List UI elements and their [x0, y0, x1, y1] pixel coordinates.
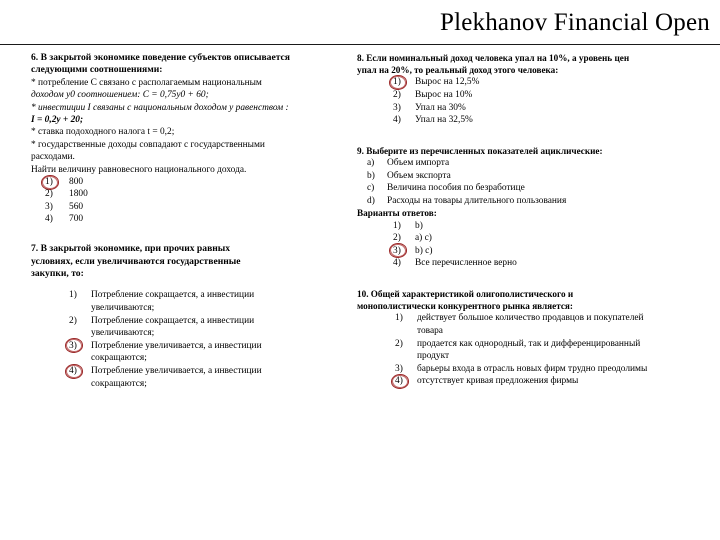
- option-text: отсутствует кривая предложения фирмы: [417, 376, 579, 387]
- condition-line: * ставка подоходного налога t = 0,2;: [31, 127, 175, 138]
- option-text: действует большое количество продавцов и покупателей: [417, 313, 644, 324]
- variants-label: Варианты ответов:: [357, 208, 437, 219]
- option-marker-circled: 1): [45, 176, 65, 188]
- list-item[interactable]: [357, 157, 702, 170]
- option-marker: 1): [393, 220, 401, 231]
- option-text-continued: товара: [417, 325, 443, 336]
- option-text: Все перечисленное верно: [415, 258, 517, 269]
- question-stem: [31, 52, 351, 77]
- option-marker-circled: 4): [395, 375, 415, 387]
- answer-option[interactable]: [357, 312, 702, 337]
- answer-options-q7: [31, 289, 351, 390]
- stem-line: следующими соотношениями:: [31, 64, 163, 76]
- option-marker: c): [367, 183, 375, 194]
- option-text: Потребление сокращается, а инвестиции: [91, 315, 255, 326]
- option-marker: 2): [393, 233, 401, 244]
- answer-option[interactable]: [31, 201, 351, 213]
- option-text: 800: [69, 177, 84, 188]
- answer-option[interactable]: [357, 245, 702, 258]
- answer-options-q10: [357, 312, 702, 388]
- option-text: Вырос на 10%: [415, 90, 473, 100]
- option-marker-circled: 4): [69, 365, 89, 377]
- option-marker: 4): [393, 115, 401, 126]
- stem-line: 9. Выберите из перечисленных показателей ациклические:: [357, 145, 603, 156]
- list-item[interactable]: [357, 182, 702, 195]
- question-q6: [31, 52, 351, 225]
- option-marker: 2): [395, 338, 403, 349]
- option-text: a) c): [415, 233, 432, 244]
- condition-line: [31, 114, 351, 126]
- answer-option[interactable]: [357, 232, 702, 245]
- condition-line: * потребление C связано с располагаемым национальным: [31, 77, 262, 88]
- option-text: 700: [69, 213, 84, 224]
- condition-text: * инвестиции I связаны с национальным доходом у равенством :: [31, 102, 289, 113]
- answer-option[interactable]: [357, 375, 702, 388]
- question-gap: [357, 274, 702, 288]
- option-marker: 4): [45, 213, 53, 224]
- answer-option[interactable]: [31, 340, 351, 365]
- header-divider: [0, 44, 720, 45]
- option-text: продается как однородный, так и дифференцированный: [417, 338, 641, 349]
- question-gap: [31, 229, 351, 243]
- right-column: [357, 52, 702, 392]
- option-text: Упал на 32,5%: [415, 115, 473, 126]
- condition-line: * государственные доходы совпадают с государственными: [31, 139, 265, 150]
- option-text-continued: сокращаются;: [91, 353, 147, 364]
- option-text-continued: продукт: [417, 351, 450, 362]
- option-text: b) c): [415, 245, 433, 256]
- answer-option[interactable]: [31, 176, 351, 188]
- option-text: 1800: [69, 189, 88, 200]
- stem-line: 6. В закрытой экономике поведение субъектов описывается: [31, 52, 290, 63]
- question-q7: [31, 243, 351, 390]
- option-text: b): [415, 220, 423, 231]
- option-text-continued: сокращаются;: [91, 378, 147, 389]
- option-marker-circled: 3): [69, 340, 89, 352]
- answer-option[interactable]: [31, 289, 351, 314]
- option-marker: 3): [45, 201, 53, 212]
- question-stem: [31, 243, 351, 280]
- slide-header: [0, 0, 720, 46]
- stem-line: монополистически конкурентного рынка является:: [357, 301, 573, 312]
- page-title: Plekhanov Financial Open: [439, 9, 710, 36]
- answer-option[interactable]: [357, 76, 702, 89]
- option-text: Потребление увеличивается, а инвестиции: [91, 340, 262, 351]
- question-q9: [357, 145, 702, 270]
- list-item[interactable]: [357, 195, 702, 208]
- option-text: 560: [69, 201, 84, 212]
- condition-line: [31, 89, 351, 101]
- option-text: Упал на 30%: [415, 102, 466, 113]
- answer-option[interactable]: [31, 365, 351, 390]
- answer-options-q8: [357, 76, 702, 126]
- option-marker: 1): [69, 290, 77, 301]
- question-stem: [357, 52, 702, 76]
- answer-options-q9: [357, 220, 702, 270]
- option-marker: 3): [395, 363, 403, 374]
- answer-options-q6: [31, 176, 351, 225]
- option-marker: d): [367, 195, 375, 206]
- option-text: Объем импорта: [387, 157, 450, 168]
- answer-option[interactable]: [357, 363, 702, 376]
- option-marker: 2): [69, 315, 77, 326]
- option-text: Объем экспорта: [387, 170, 451, 181]
- answer-option[interactable]: [357, 220, 702, 233]
- stem-line: 7. В закрытой экономике, при прочих равных: [31, 243, 231, 255]
- option-text: Вырос на 12,5%: [415, 77, 480, 88]
- option-marker-circled: 3): [393, 245, 413, 257]
- option-text: Расходы на товары длительного пользования: [387, 195, 567, 206]
- answer-option[interactable]: [31, 213, 351, 225]
- answer-option[interactable]: [357, 338, 702, 363]
- option-marker: a): [367, 157, 375, 168]
- slide-body: [0, 52, 720, 540]
- option-text-continued: увеличиваются;: [91, 303, 155, 314]
- stem-line: условиях, если увеличиваются государственные: [31, 255, 241, 267]
- condition-line: Найти величину равновесного национального дохода.: [31, 164, 247, 175]
- stem-line: 8. Если номинальный доход человека упал на 10%, а уровень цен: [357, 53, 630, 63]
- option-marker: 4): [393, 258, 401, 269]
- indicator-list-q9: [357, 157, 702, 207]
- answer-option[interactable]: [357, 89, 702, 102]
- question-stem: [357, 288, 702, 312]
- question-q10: [357, 288, 702, 388]
- condition-line: расходами.: [31, 152, 75, 163]
- question-gap: [357, 131, 702, 145]
- condition-line: [31, 102, 351, 114]
- option-marker-circled: 1): [393, 76, 413, 88]
- answer-option[interactable]: [31, 188, 351, 200]
- stem-line: 10. Общей характеристикой олигополистического и: [357, 288, 574, 299]
- option-text: Величина пособия по безработице: [387, 183, 525, 194]
- stem-line: упал на 20%, то реальный доход этого человека:: [357, 65, 559, 76]
- stem-options-gap: [31, 280, 351, 289]
- answer-option[interactable]: [357, 114, 702, 127]
- answer-option[interactable]: [357, 257, 702, 270]
- option-marker: 2): [45, 189, 53, 200]
- condition-text: I = 0,2y + 20;: [31, 115, 84, 126]
- question-q8: [357, 52, 702, 127]
- option-text: Потребление сокращается, а инвестиции: [91, 290, 255, 301]
- answer-option[interactable]: [357, 102, 702, 115]
- option-marker: 3): [393, 102, 401, 113]
- option-text: барьеры входа в отрасль новых фирм трудно преодолимы: [417, 363, 648, 374]
- option-marker: b): [367, 170, 375, 181]
- option-marker: 1): [395, 313, 403, 324]
- answer-option[interactable]: [31, 315, 351, 340]
- option-marker: 2): [393, 90, 401, 100]
- question-conditions: [31, 77, 351, 176]
- stem-line: закупки, то:: [31, 268, 84, 280]
- option-text-continued: увеличиваются;: [91, 328, 155, 339]
- list-item[interactable]: [357, 170, 702, 183]
- question-stem: [357, 145, 702, 157]
- left-column: [31, 52, 351, 394]
- option-text: Потребление увеличивается, а инвестиции: [91, 366, 262, 377]
- condition-text: доходом y0 соотношением: C = 0,75y0 + 60;: [31, 90, 209, 101]
